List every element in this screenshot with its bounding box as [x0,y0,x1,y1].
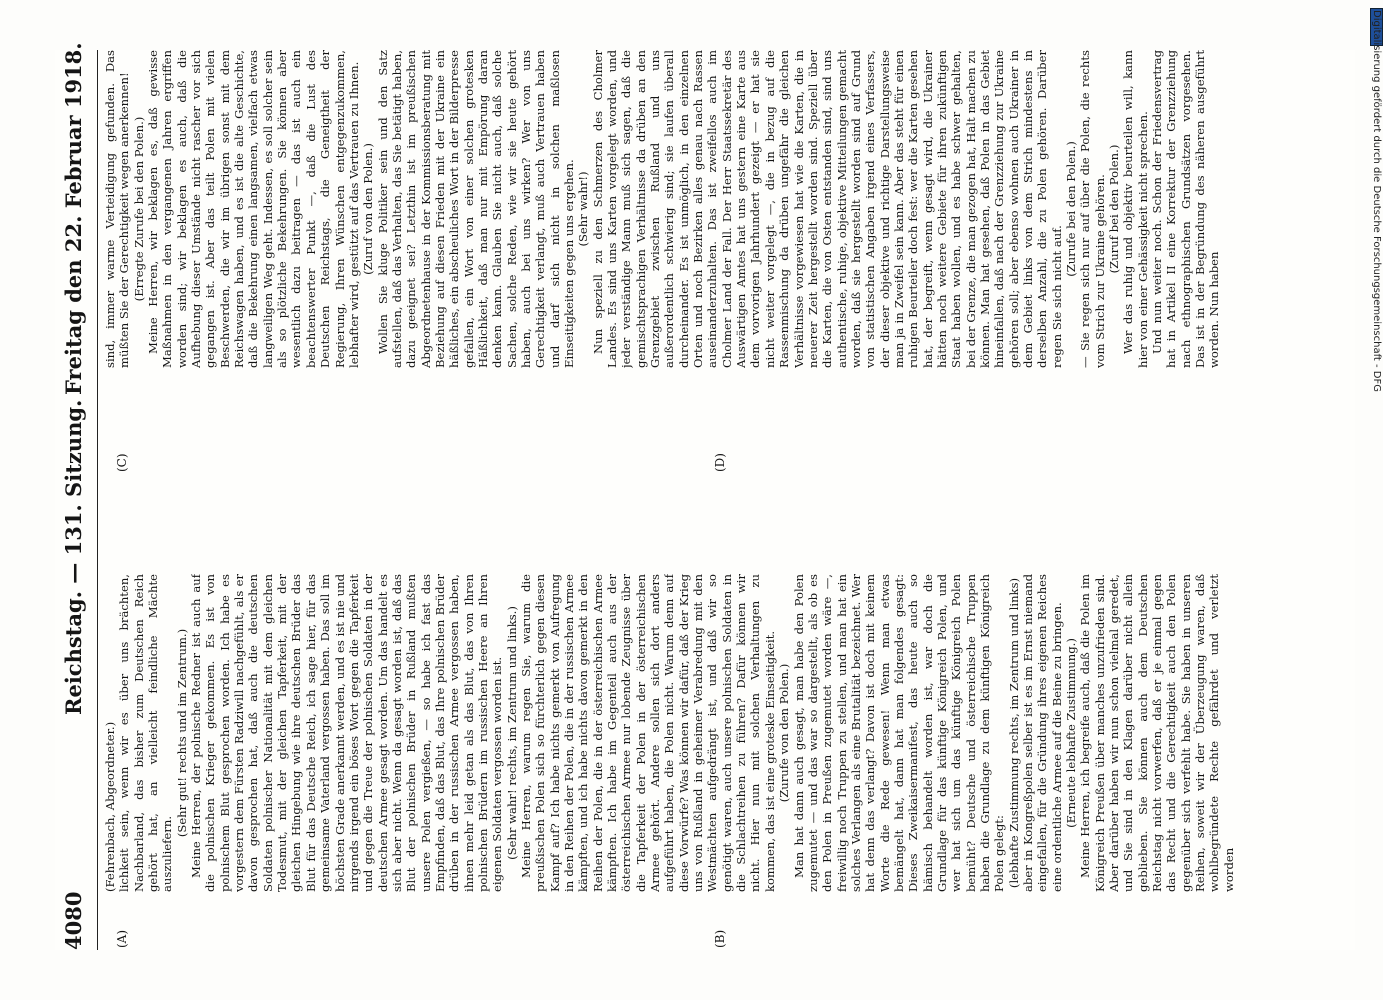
credit-text: Digitalisierung gefördert durch die Deutsche Forschungsgemeinschaft - DFG [1371,10,1382,393]
interjection: (Erneute lebhafte Zustimmung.) [1064,638,1079,828]
paragraph: — Sie regen sich nur auf über die Polen, die rechts vom Strich zur Ukraine gehören. [1078,50,1107,368]
interjection: (Sehr wahr! rechts, im Zentrum und links.) [504,606,519,860]
interjection: (Sehr wahr!) [576,171,591,247]
interjection: (Zurufe von den Polen.) [777,663,792,803]
page-number: 4080 [61,891,86,950]
margin-marker-a: (A) [115,929,129,948]
paragraph: Meine Herren, ich begreife auch, daß die Polen im Königreich Preußen über manches unzufrieden sind. Aber darüber haben wir nun schon vielmal geredet, und Sie sind in den Klagen darüber nicht allein geblieben. Sie können auch dem Deutschen Reichstag nicht vorwerfen, daß er je einmal gegen das Recht und die Gerechtigkeit auch den Polen gegenüber sich verfehlt habe. Sie haben in unseren Reihen, soweit wir der Überzeugung waren, daß wohlbegründete Rechte gefährdet und verletzt worden [1078,574,1236,892]
paragraph: Nun speziell zu den Schmerzen des Cholmer Landes. Es sind uns Karten vorgelegt worden, und jeder verständige Mann muß sich sagen, daß die gemischtsprachigen Verhältnisse da drüben an den Grenzgebiet zwischen Rußland und uns außerordentlich schwierig sind; sie laufen überall durcheinander. Es ist unmöglich, in den einzelnen Orten und noch Bezirken alles genau nach Rassen auseinanderzuhalten. Das ist zweifellos auch im Cholmer Land der Fall. Der Herr Staatssekretär des Auswärtigen Amtes hat uns gestern eine Karte aus dem vorvorigen Jahrhundert gezeigt — er hat sie nicht weiter vorgelegt —, die in bezug auf die Rassenmischung da drüben ungefähr die gleichen Verhältnisse vorgewiesen hat wie die Karten, die in neuerer Zeit hergestellt worden sind. Speziell über die Karten, die von Osten entstanden sind, sind uns authentische, ruhige, objektive Mitteilungen gemacht worden, daß sie hergestellt worden sind auf Grund von statistischen Angaben irgend eines Verfassers, der dieser objektive und richtige Darstellungsweise man ja in Zweifel sein kann. Aber das steht für einen ruhigen Beurteiler doch fest: wer die Karten gesehen hat, der begreift, wenn gesagt wird, die Ukrainer hätten noch weitere Gebiete für ihren zukünftigen Staat haben wollen, und es habe schwer gehalten, bei der Grenze, die man gezogen hat, Halt machen zu können. Man hat gesehen, daß Polen in das Gebiet hineinfallen, daß nach der Grenzziehung zur Ukraine gehören soll; aber ebenso wohnen auch Ukrainer in dem Gebiet links von dem Strich mindestens in derselben Anzahl, die zu Polen gehören. Darüber regen Sie sich nicht auf. [590,50,1064,368]
interjection: (Zurufe bei den Polen.) [1064,141,1079,277]
paragraph: Man hat dann auch gesagt, man habe den Polen zugemutet — und das war so dargestellt, als ob es den Polen in Preußen zugemutet worden wäre —, freiwillig noch Truppen zu stellen, und man hat ein solches Verlangen als eine Brutalität bezeichnet. Wer hat denn das verlangt? Davon ist doch mit keinem Worte die Rede gewesen! Wenn man etwas bemängelt hat, dann hat man folgendes gesagt: Dieses Zweikaisermanifest, das heute auch so hämisch behandelt worden ist, war doch die Grundlage für das künftige Königreich Polen, und wer hat sich um das künftige Königreich Polen bemüht? Deutsche und österreichische Truppen haben die Grundlage zu dem künftigen Königreich Polen gelegt: [791,574,1007,892]
paragraph: lichkeit sein, wenn wir es über uns brächten, Nachbarland, das bisher zum Deutschen Reich gehört hat, an vielleicht feindliche Mächte auszuliefern. [117,574,175,892]
paragraph: Meine Herren, der polnische Redner ist auch auf die polnischen Krieger gekommen. Es ist von polnischem Blut gesprochen worden. Ich habe es vorgestern dem Fürsten Radziwill nachgefühlt, als er davon gesprochen hat, daß auch die deutschen Soldaten polnischer Nationalität mit dem gleichen Todesmut, mit der gleichen Tapferkeit, mit der gleichen Hingebung wie ihre deutschen Brüder das Blut für das Deutsche Reich, ich sage hier, für das gemeinsame Vaterland vergossen haben. Das soll im höchsten Grade anerkannt werden, und es ist nie und nirgends irgend ein böses Wort gegen die Tapferkeit und gegen die Treue der polnischen Soldaten in der deutschen Armee gesagt worden. Um das handelt es sich aber nicht. Wenn da gesagt worden ist, daß das Blut der polnischen Brüder in Rußland mußten unsere Polen vergießen, — so habe ich fast das Empfinden, daß das Blut, das Ihre polnischen Brüder drüben in der russischen Armee vergossen haben, ihnen mehr leid getan als das Blut, das von Ihren polnischen Brüdern im russischen Heere an Ihren eigenen Soldaten vergossen worden ist. [189,574,505,892]
margin-marker-b: (B) [713,929,727,948]
paragraph: Und nun weiter noch. Schon der Friedensvertrag hat in Artikel II eine Korrektur der Grenzziehung nach ethnographischen Grundsätzen vorgesehen. Das ist in der Begründung des näheren ausgeführt worden. Nun haben [1150,50,1222,368]
paragraph: Wer das ruhig und objektiv beurteilen will, kann hier von einer Gehässigkeit nicht sprechen. [1121,50,1150,368]
paragraph: aber in Kongreßpolen selber ist es im Ernst niemand eingefallen, für die Gründung ihres eigenen Reiches eine ordentliche Armee auf die Beine zu bringen. [1021,574,1064,892]
margin-marker-d: (D) [713,453,727,472]
interjection: (Zuruf von den Polen.) [361,143,376,275]
paragraph: sind, immer warme Verteidigung gefunden. Das müßten Sie der Gerechtigkeit wegen anerkennen! [103,50,132,368]
session-title: Reichstag. — 131. Sitzung. [61,399,86,715]
interjection: (Sehr gut! rechts und im Zentrum.) [174,628,189,838]
digitization-credit [1368,10,1383,630]
text-column-left [103,574,1345,892]
paragraph: Wollen Sie kluge Politiker sein und den Satz aufstellen, daß das Verhalten, das Sie betätigt haben, dazu geeignet sei? Letzthin ist im preußischen Abgeordnetenhause in der Kommissionsberatung mit Beziehung auf diesen Frieden mit der Ukraine ein häßliches, ein abscheuliches Wort in der Bilderpresse gefallen, ein Wort von einer solchen grotesken Häßlichkeit, daß man nur mit Empörung daran denken kann. Glauben Sie nicht auch, daß solche Sachen, solche Reden, wie wir sie heute gehört haben, auch bei uns wirken? Wer von uns Gerechtigkeit verlangt, muß auch Vertrauen haben und darf sich nicht in solchen maßlosen Einseitigkeiten gegen uns ergehen. [375,50,576,368]
paragraph: Meine Herren, warum regen Sie, warum die preußischen Polen sich so fürchterlich gegen diesen Kampf auf? Ich habe nichts gemerkt von Aufregung in den Reihen der Polen, die in der russischen Armee kämpften, und ich habe nichts davon gemerkt in den Reihen der Polen, die in der österreichischen Armee kämpften. Ich habe im Gegenteil auch aus der österreichischen Armee nur lobende Zeugnisse über die Tapferkeit der Polen in der österreichischen Armee gehört. Andere sollen sich dort anders aufgeführt haben, die Polen nicht. Warum denn auf diese Vorwürfe? Was können wir dafür, daß der Krieg uns von Rußland in geheimer Verabredung mit den Westmächten aufgedrängt ist, und daß wir so genötigt waren, auch unsere polnischen Soldaten in die Schlachtreihen zu führen? Dafür können wir nicht. Hier nun mit solchen Verhaltungen zu kommen, das ist eine groteske Einseitigkeit. [518,574,777,892]
rotated-page-content [55,42,1355,950]
text-column-right [103,50,1345,368]
margin-marker-c: (C) [115,453,129,472]
interjection: (Erregte Zurufe bei den Polen.) [131,116,146,302]
interjection: (lebhafte Zustimmung rechts, im Zentrum und links) [1006,577,1021,889]
page-header [55,42,98,950]
interjection: (Zuruf bei den Polen.) [1107,144,1122,274]
session-date: Freitag den 22. Februar 1918. [61,42,86,395]
paragraph: Meine Herren, wir beklagen es, daß gewisse Maßnahmen in den vergangenen Jahren ergriffen worden sind; wir beklagen es auch, daß die Aufhebung dieser Umstände nicht rascher vor sich gegangen ist. Aber das teilt Polen mit vielen Beschwerden, die wir im übrigen sonst mit dem Reichswagen haben, und es ist die alte Geschichte, daß die Bekehrung einen langsamen, vielfach etwas langweiligen Weg geht. Indessen, es soll solcher sein als so plötzliche Bekehrungen. Sie können aber wesentlich dazu beitragen — das ist auch ein beachtenswerter Punkt —, daß die Lust des Deutschen Reichstags, die Geneigtheit der Regierung, Ihren Wünschen entgegenzukommen, lebhafter wird, gestützt auf das Vertrauen zu Ihnen. [146,50,361,368]
paragraph: (Fehrenbach, Abgeordneter.) [103,721,117,892]
